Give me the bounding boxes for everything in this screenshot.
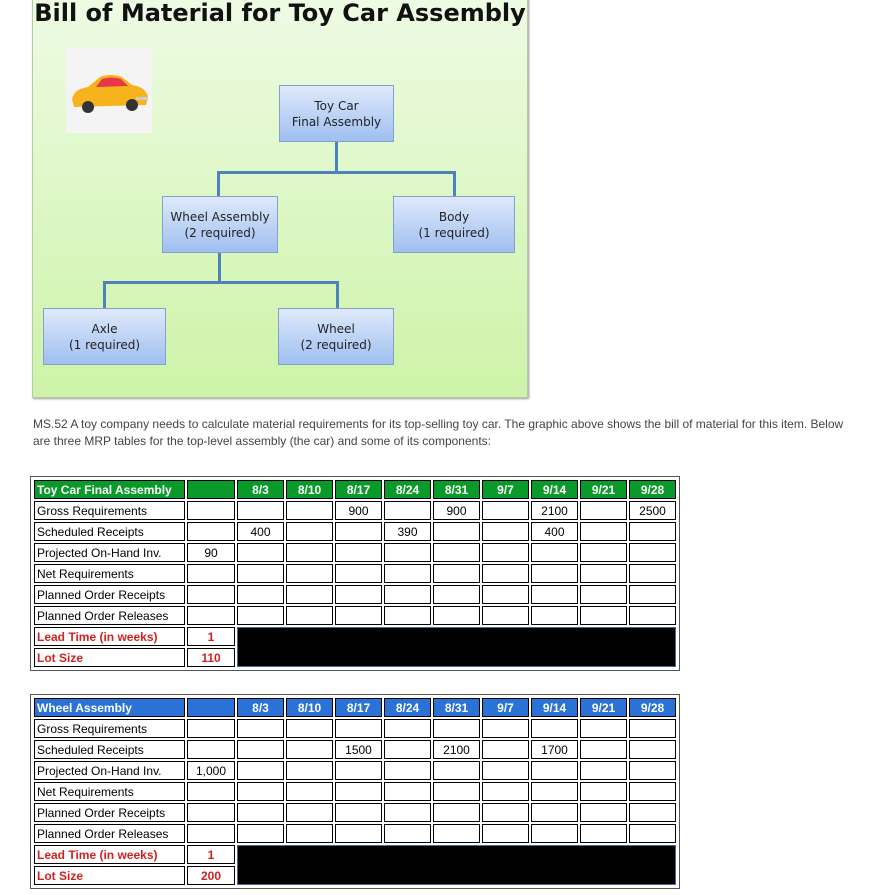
blacked-out-area bbox=[237, 845, 676, 885]
value-cell[interactable] bbox=[580, 522, 627, 541]
value-cell[interactable] bbox=[580, 606, 627, 625]
value-cell[interactable] bbox=[433, 543, 480, 562]
value-cell[interactable] bbox=[433, 585, 480, 604]
value-cell[interactable] bbox=[237, 782, 284, 801]
connector bbox=[335, 141, 338, 173]
value-cell[interactable] bbox=[629, 606, 676, 625]
value-cell[interactable] bbox=[384, 543, 431, 562]
value-cell[interactable] bbox=[286, 585, 333, 604]
initial-value-cell[interactable] bbox=[187, 719, 235, 738]
period-header: 9/7 bbox=[482, 480, 529, 499]
period-header: 9/14 bbox=[531, 698, 578, 717]
value-cell[interactable] bbox=[580, 740, 627, 759]
period-header: 8/3 bbox=[237, 480, 284, 499]
value-cell[interactable]: 2100 bbox=[531, 501, 578, 520]
period-header: 9/7 bbox=[482, 698, 529, 717]
row-label: Planned Order Receipts bbox=[34, 803, 185, 822]
node-label: Body bbox=[438, 209, 470, 224]
node-label: Axle bbox=[91, 321, 118, 336]
period-header: 9/21 bbox=[580, 480, 627, 499]
period-header: 8/24 bbox=[384, 480, 431, 499]
connector bbox=[453, 171, 456, 197]
node-label: Wheel Assembly bbox=[170, 209, 270, 224]
connector bbox=[336, 281, 339, 309]
table-row bbox=[34, 606, 676, 625]
period-header: 9/28 bbox=[629, 698, 676, 717]
connector bbox=[103, 281, 106, 309]
period-header: 8/10 bbox=[286, 480, 333, 499]
value-cell[interactable] bbox=[335, 585, 382, 604]
value-cell[interactable] bbox=[237, 803, 284, 822]
value-cell[interactable] bbox=[482, 782, 529, 801]
value-cell[interactable] bbox=[580, 761, 627, 780]
initial-value-cell[interactable] bbox=[187, 564, 235, 583]
value-cell[interactable] bbox=[482, 606, 529, 625]
node-quantity: (1 required) bbox=[68, 337, 141, 352]
lead-time-row bbox=[34, 845, 676, 864]
value-cell[interactable] bbox=[531, 803, 578, 822]
lot-size-value: 110 bbox=[187, 648, 235, 667]
value-cell[interactable] bbox=[482, 522, 529, 541]
value-cell[interactable] bbox=[433, 824, 480, 843]
value-cell[interactable] bbox=[433, 719, 480, 738]
toy-car-image bbox=[66, 47, 152, 133]
value-cell[interactable] bbox=[482, 543, 529, 562]
value-cell[interactable] bbox=[335, 606, 382, 625]
value-cell[interactable]: 1700 bbox=[531, 740, 578, 759]
row-label: Net Requirements bbox=[34, 782, 185, 801]
value-cell[interactable] bbox=[433, 803, 480, 822]
value-cell[interactable] bbox=[286, 564, 333, 583]
value-cell[interactable] bbox=[237, 501, 284, 520]
value-cell[interactable] bbox=[531, 761, 578, 780]
lead-time-label: Lead Time (in weeks) bbox=[34, 627, 185, 646]
connector bbox=[217, 171, 455, 174]
value-cell[interactable] bbox=[286, 606, 333, 625]
value-cell[interactable] bbox=[433, 564, 480, 583]
problem-description: MS.52 A toy company needs to calculate material requirements for its top-selling toy car. The graphic above shows the bill of material for this item. Below are three MRP tables for the top-level assembly (the car) and some of its components: bbox=[33, 417, 844, 448]
connector bbox=[103, 281, 339, 284]
period-header: 8/3 bbox=[237, 698, 284, 717]
node-quantity: (2 required) bbox=[300, 337, 372, 352]
value-cell[interactable]: 400 bbox=[531, 522, 578, 541]
value-cell[interactable] bbox=[580, 824, 627, 843]
table-title: Wheel Assembly bbox=[34, 698, 185, 717]
value-cell[interactable] bbox=[580, 782, 627, 801]
table-row bbox=[34, 803, 676, 822]
table-row bbox=[34, 522, 676, 541]
value-cell[interactable] bbox=[629, 585, 676, 604]
lot-size-value: 200 bbox=[187, 866, 235, 885]
value-cell[interactable] bbox=[482, 740, 529, 759]
header-blank bbox=[187, 480, 235, 499]
value-cell[interactable] bbox=[629, 522, 676, 541]
value-cell[interactable] bbox=[580, 803, 627, 822]
node-label: Final Assembly bbox=[291, 114, 382, 129]
value-cell[interactable] bbox=[237, 543, 284, 562]
value-cell[interactable] bbox=[384, 782, 431, 801]
row-label: Planned Order Releases bbox=[34, 606, 185, 625]
row-label: Projected On-Hand Inv. bbox=[34, 761, 185, 780]
period-header: 9/21 bbox=[580, 698, 627, 717]
table-row bbox=[34, 585, 676, 604]
node-quantity: (1 required) bbox=[418, 225, 490, 240]
value-cell[interactable] bbox=[384, 803, 431, 822]
node-wheel bbox=[278, 308, 394, 365]
value-cell[interactable] bbox=[531, 543, 578, 562]
value-cell[interactable] bbox=[580, 585, 627, 604]
value-cell[interactable] bbox=[482, 564, 529, 583]
value-cell[interactable] bbox=[629, 740, 676, 759]
lead-time-value: 1 bbox=[187, 627, 235, 646]
value-cell[interactable] bbox=[531, 782, 578, 801]
lead-time-row bbox=[34, 627, 676, 646]
value-cell[interactable] bbox=[335, 803, 382, 822]
value-cell[interactable] bbox=[482, 719, 529, 738]
value-cell[interactable] bbox=[531, 585, 578, 604]
node-toy-car-final-assembly bbox=[279, 85, 394, 142]
value-cell[interactable] bbox=[384, 761, 431, 780]
row-label: Scheduled Receipts bbox=[34, 522, 185, 541]
value-cell[interactable]: 2500 bbox=[629, 501, 676, 520]
node-axle bbox=[43, 308, 166, 365]
value-cell[interactable] bbox=[580, 719, 627, 738]
value-cell[interactable] bbox=[335, 782, 382, 801]
row-label: Gross Requirements bbox=[34, 719, 185, 738]
table-row bbox=[34, 782, 676, 801]
value-cell[interactable] bbox=[482, 585, 529, 604]
value-cell[interactable] bbox=[335, 543, 382, 562]
header-row bbox=[34, 698, 676, 717]
row-label: Planned Order Releases bbox=[34, 824, 185, 843]
value-cell[interactable] bbox=[286, 740, 333, 759]
table-row bbox=[34, 719, 676, 738]
table-row bbox=[34, 543, 676, 562]
value-cell[interactable] bbox=[629, 543, 676, 562]
table-row bbox=[34, 740, 676, 759]
connector bbox=[217, 171, 220, 197]
initial-value-cell[interactable] bbox=[187, 606, 235, 625]
row-label: Projected On-Hand Inv. bbox=[34, 543, 185, 562]
value-cell[interactable] bbox=[237, 606, 284, 625]
node-label: Toy Car bbox=[314, 98, 359, 113]
value-cell[interactable]: 390 bbox=[384, 522, 431, 541]
value-cell[interactable] bbox=[629, 761, 676, 780]
value-cell[interactable] bbox=[629, 564, 676, 583]
period-header: 8/17 bbox=[335, 480, 382, 499]
value-cell[interactable] bbox=[237, 740, 284, 759]
period-header: 8/31 bbox=[433, 480, 480, 499]
table-row bbox=[34, 824, 676, 843]
bom-title: Bill of Material for Toy Car Assembly bbox=[34, 0, 526, 27]
value-cell[interactable] bbox=[629, 824, 676, 843]
value-cell[interactable] bbox=[237, 585, 284, 604]
lot-size-label: Lot Size bbox=[34, 648, 185, 667]
value-cell[interactable]: 2100 bbox=[433, 740, 480, 759]
period-header: 8/31 bbox=[433, 698, 480, 717]
value-cell[interactable] bbox=[335, 522, 382, 541]
initial-value-cell[interactable] bbox=[187, 522, 235, 541]
blacked-out-area bbox=[237, 627, 676, 667]
value-cell[interactable] bbox=[286, 782, 333, 801]
node-wheel-assembly bbox=[162, 196, 278, 253]
value-cell[interactable] bbox=[384, 606, 431, 625]
value-cell[interactable] bbox=[482, 501, 529, 520]
value-cell[interactable] bbox=[335, 564, 382, 583]
header-blank bbox=[187, 698, 235, 717]
lot-size-label: Lot Size bbox=[34, 866, 185, 885]
value-cell[interactable]: 900 bbox=[335, 501, 382, 520]
value-cell[interactable] bbox=[384, 719, 431, 738]
period-header: 9/14 bbox=[531, 480, 578, 499]
value-cell[interactable] bbox=[531, 606, 578, 625]
value-cell[interactable] bbox=[286, 719, 333, 738]
table-row bbox=[34, 564, 676, 583]
value-cell[interactable] bbox=[531, 719, 578, 738]
table-row bbox=[34, 501, 676, 520]
value-cell[interactable] bbox=[433, 782, 480, 801]
header-row bbox=[34, 480, 676, 499]
value-cell[interactable] bbox=[237, 761, 284, 780]
table-row bbox=[34, 761, 676, 780]
initial-value-cell[interactable] bbox=[187, 740, 235, 759]
row-label: Net Requirements bbox=[34, 564, 185, 583]
value-cell[interactable] bbox=[335, 719, 382, 738]
value-cell[interactable] bbox=[335, 761, 382, 780]
value-cell[interactable] bbox=[482, 824, 529, 843]
period-header: 8/17 bbox=[335, 698, 382, 717]
value-cell[interactable] bbox=[531, 564, 578, 583]
value-cell[interactable] bbox=[237, 824, 284, 843]
value-cell[interactable] bbox=[433, 522, 480, 541]
mrp-table-wheel-assembly bbox=[30, 694, 680, 889]
table-title: Toy Car Final Assembly bbox=[34, 480, 185, 499]
value-cell[interactable] bbox=[384, 740, 431, 759]
bom-diagram bbox=[32, 0, 528, 398]
value-cell[interactable]: 1500 bbox=[335, 740, 382, 759]
value-cell[interactable] bbox=[237, 719, 284, 738]
lead-time-value: 1 bbox=[187, 845, 235, 864]
initial-value-cell[interactable] bbox=[187, 824, 235, 843]
value-cell[interactable] bbox=[286, 824, 333, 843]
value-cell[interactable] bbox=[629, 803, 676, 822]
row-label: Gross Requirements bbox=[34, 501, 185, 520]
value-cell[interactable] bbox=[286, 803, 333, 822]
value-cell[interactable] bbox=[433, 761, 480, 780]
value-cell[interactable] bbox=[482, 761, 529, 780]
row-label: Scheduled Receipts bbox=[34, 740, 185, 759]
connector bbox=[218, 251, 221, 283]
value-cell[interactable] bbox=[384, 501, 431, 520]
value-cell[interactable] bbox=[384, 585, 431, 604]
value-cell[interactable] bbox=[384, 824, 431, 843]
row-label: Planned Order Receipts bbox=[34, 585, 185, 604]
value-cell[interactable] bbox=[384, 564, 431, 583]
period-header: 8/24 bbox=[384, 698, 431, 717]
value-cell[interactable]: 900 bbox=[433, 501, 480, 520]
value-cell[interactable] bbox=[580, 564, 627, 583]
value-cell[interactable] bbox=[286, 761, 333, 780]
value-cell[interactable]: 400 bbox=[237, 522, 284, 541]
value-cell[interactable] bbox=[237, 564, 284, 583]
period-header: 9/28 bbox=[629, 480, 676, 499]
node-quantity: (2 required) bbox=[184, 225, 256, 240]
value-cell[interactable] bbox=[433, 606, 480, 625]
initial-value-cell[interactable] bbox=[187, 782, 235, 801]
initial-value-cell[interactable]: 90 bbox=[187, 543, 235, 562]
period-header: 8/10 bbox=[286, 698, 333, 717]
node-label: Wheel bbox=[317, 321, 355, 336]
value-cell[interactable] bbox=[286, 501, 333, 520]
value-cell[interactable] bbox=[629, 782, 676, 801]
value-cell[interactable] bbox=[531, 824, 578, 843]
value-cell[interactable] bbox=[286, 522, 333, 541]
lead-time-label: Lead Time (in weeks) bbox=[34, 845, 185, 864]
initial-value-cell[interactable] bbox=[187, 803, 235, 822]
initial-value-cell[interactable] bbox=[187, 501, 235, 520]
value-cell[interactable] bbox=[580, 543, 627, 562]
value-cell[interactable] bbox=[629, 719, 676, 738]
value-cell[interactable] bbox=[286, 543, 333, 562]
initial-value-cell[interactable]: 1,000 bbox=[187, 761, 235, 780]
value-cell[interactable] bbox=[335, 824, 382, 843]
value-cell[interactable] bbox=[580, 501, 627, 520]
mrp-table-toy-car bbox=[30, 476, 680, 671]
value-cell[interactable] bbox=[482, 803, 529, 822]
initial-value-cell[interactable] bbox=[187, 585, 235, 604]
node-body bbox=[393, 196, 515, 253]
